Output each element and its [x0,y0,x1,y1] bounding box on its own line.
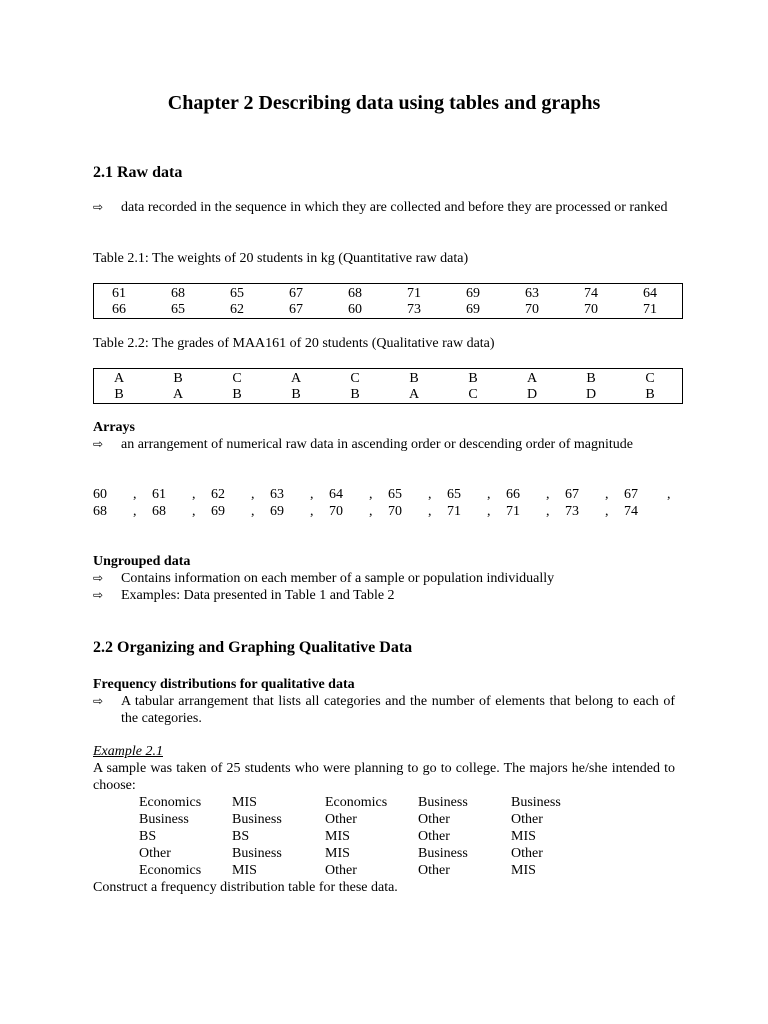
example-cell: Business [139,812,189,827]
table1-cell: 67 [289,302,303,317]
table1-cell: 69 [466,302,480,317]
array-value: 66 [506,487,520,502]
table2-cell: B [291,387,301,402]
bullet-ungrouped-1 [93,570,675,587]
array-comma: , [133,487,137,502]
array-value: 74 [624,504,638,519]
table2-cell: B [645,387,655,402]
array-comma: , [369,487,373,502]
table2-cell: A [526,371,538,386]
section-heading-raw-data: 2.1 Raw data [93,164,183,181]
table1-cell: 64 [643,286,657,301]
bullet-text: Examples: Data presented in Table 1 and Table 2 [121,588,395,603]
example-cell: Economics [139,795,202,810]
array-comma: , [428,504,432,519]
example-cell: MIS [325,829,350,844]
table2-cell: B [468,371,478,386]
example-cell: BS [232,829,250,844]
table1-cell: 65 [171,302,185,317]
table2-cell: C [468,387,478,402]
array-value: 62 [211,487,225,502]
ungrouped-heading: Ungrouped data [93,554,191,569]
example-cell: Other [418,863,450,878]
table1-cell: 60 [348,302,362,317]
bullet-text: data recorded in the sequence in which they are collected and before they are processed or ranked [121,200,668,215]
array-value: 64 [329,487,343,502]
array-comma: , [310,504,314,519]
array-value: 68 [93,504,107,519]
table2-row-2 [94,386,682,402]
table2-row-1 [94,370,682,386]
example-cell: Other [139,846,171,861]
array-value: 73 [565,504,579,519]
table2-cell: B [350,387,360,402]
example-cell: MIS [511,863,536,878]
array-comma: , [251,504,255,519]
table1-cell: 61 [112,286,126,301]
arrow-bullet-icon: ⇨ [93,694,104,708]
table2-caption: Table 2.2: The grades of MAA161 of 20 students (Qualitative raw data) [93,336,495,351]
example-cell: MIS [511,829,536,844]
array-value: 67 [565,487,579,502]
table1-cell: 67 [289,286,303,301]
table1-row-2 [94,301,682,317]
bullet-ungrouped-2 [93,587,675,604]
array-value: 60 [93,487,107,502]
example-cell: Other [325,812,357,827]
array-value: 65 [388,487,402,502]
array-value: 67 [624,487,638,502]
example-row-4 [93,845,693,862]
bullet-arrays-definition [93,436,675,453]
example-cell: Other [511,846,543,861]
array-row-2 [93,503,683,520]
example-cell: BS [139,829,157,844]
table2-cell: B [114,387,124,402]
example-cell: Economics [139,863,202,878]
table1-cell: 62 [230,302,244,317]
array-value: 70 [329,504,343,519]
table2-cell: A [290,371,302,386]
example-cell: Business [418,795,468,810]
arrow-bullet-icon: ⇨ [93,571,104,585]
table1-caption: Table 2.1: The weights of 20 students in kg (Quantitative raw data) [93,251,469,266]
array-comma: , [369,504,373,519]
array-comma: , [605,504,609,519]
table1-cell: 68 [171,286,185,301]
table1-cell: 71 [643,302,657,317]
table2-grades [93,368,683,404]
table2-cell: B [173,371,183,386]
array-comma: , [192,504,196,519]
bullet-text: A tabular arrangement that lists all categories and the number of elements that belong to each of the categories. [121,694,675,726]
example-cell: Other [511,812,543,827]
example-cell: MIS [232,863,257,878]
arrays-heading: Arrays [93,420,135,435]
arrow-bullet-icon: ⇨ [93,200,104,214]
array-value: 69 [211,504,225,519]
example-label: Example 2.1 [93,744,163,759]
table2-cell: B [586,371,596,386]
array-comma: , [487,504,491,519]
table2-cell: C [232,371,242,386]
table1-weights [93,283,683,319]
example-cell: Other [418,812,450,827]
table1-cell: 65 [230,286,244,301]
array-comma: , [133,504,137,519]
table2-cell: D [585,387,597,402]
table1-cell: 74 [584,286,598,301]
example-row-1 [93,794,693,811]
array-comma: , [546,487,550,502]
table2-cell: A [172,387,184,402]
table1-row-1 [94,285,682,301]
example-cell: Other [418,829,450,844]
example-row-3 [93,828,693,845]
example-cell: MIS [325,846,350,861]
frequency-subheading: Frequency distributions for qualitative data [93,677,355,692]
table1-cell: 66 [112,302,126,317]
table1-cell: 70 [584,302,598,317]
arrow-bullet-icon: ⇨ [93,437,104,451]
table1-cell: 73 [407,302,421,317]
example-closing: Construct a frequency distribution table for these data. [93,880,398,895]
example-cell: Business [418,846,468,861]
array-value: 70 [388,504,402,519]
example-row-2 [93,811,693,828]
array-value: 63 [270,487,284,502]
array-comma: , [487,487,491,502]
array-comma: , [251,487,255,502]
table2-cell: C [350,371,360,386]
array-comma: , [192,487,196,502]
example-row-5 [93,862,693,879]
array-value: 61 [152,487,166,502]
example-intro: A sample was taken of 25 students who were planning to go to college. The majors he/she intended to choose: [93,761,675,793]
array-value: 71 [447,504,461,519]
array-comma: , [667,487,671,502]
section-heading-qualitative: 2.2 Organizing and Graphing Qualitative Data [93,639,413,656]
table2-cell: D [526,387,538,402]
table1-cell: 63 [525,286,539,301]
table2-cell: B [409,371,419,386]
example-cell: Other [325,863,357,878]
array-value: 69 [270,504,284,519]
bullet-frequency-definition [93,693,675,727]
array-comma: , [428,487,432,502]
bullet-text: Contains information on each member of a sample or population individually [121,571,555,586]
example-cell: Business [232,846,282,861]
example-cell: Business [511,795,561,810]
array-value: 71 [506,504,520,519]
array-value: 68 [152,504,166,519]
table2-cell: A [408,387,420,402]
table1-cell: 69 [466,286,480,301]
example-cell: Economics [325,795,388,810]
table1-cell: 68 [348,286,362,301]
table1-cell: 70 [525,302,539,317]
bullet-text: an arrangement of numerical raw data in ascending order or descending order of magnitude [121,437,633,452]
bullet-raw-data-definition [93,199,675,216]
table1-cell: 71 [407,286,421,301]
table2-cell: A [113,371,125,386]
array-comma: , [310,487,314,502]
array-value: 65 [447,487,461,502]
arrow-bullet-icon: ⇨ [93,588,104,602]
table2-cell: B [232,387,242,402]
page-title: Chapter 2 Describing data using tables and graphs [167,92,601,114]
array-comma: , [605,487,609,502]
array-row-1 [93,486,683,503]
example-cell: Business [232,812,282,827]
table2-cell: C [645,371,655,386]
example-cell: MIS [232,795,257,810]
array-comma: , [546,504,550,519]
